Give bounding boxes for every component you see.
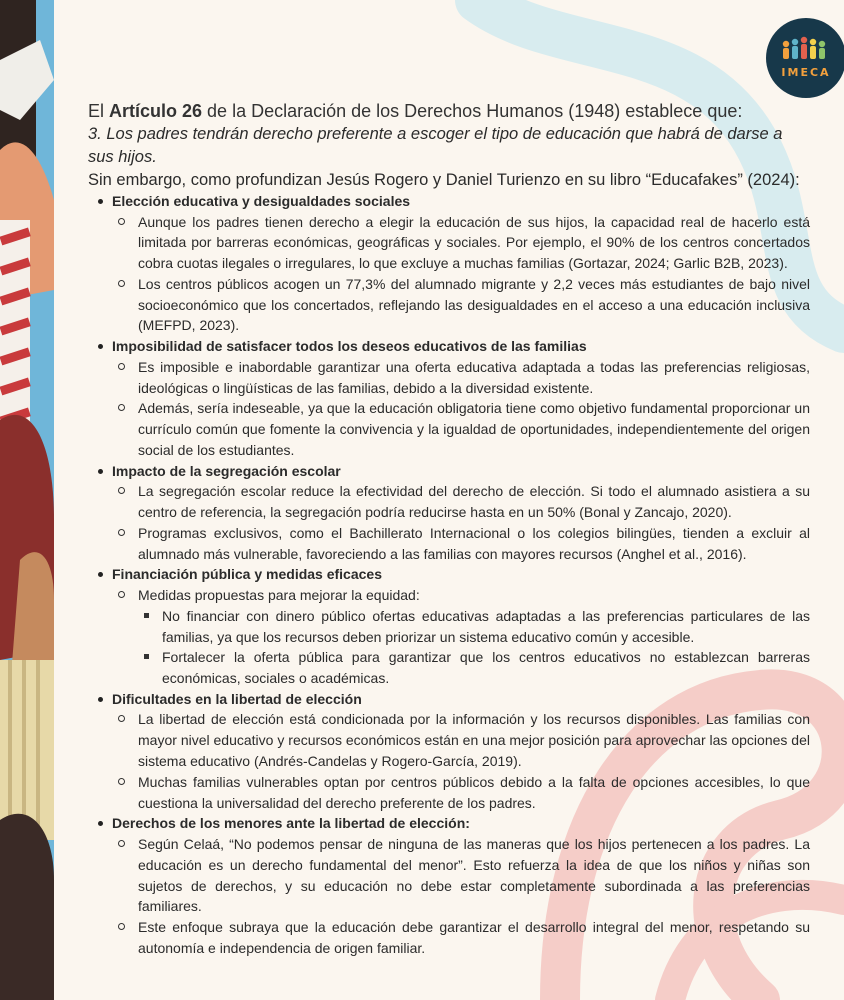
intro-heading: El Artículo 26 de la Declaración de los Derechos Humanos (1948) establece que: [88, 101, 743, 121]
section-title: Impacto de la segregación escolar [112, 462, 341, 479]
section-item [88, 689, 810, 813]
sub-list-item: Fortalecer la oferta pública para garantizar que los centros educativos no establezcan barreras económicas, sociales o académicas. [138, 647, 810, 689]
logo-text: IMECA [781, 66, 831, 79]
list-item: Aunque los padres tienen derecho a elegir la educación de sus hijos, la capacidad real de hacerlo está limitada por barreras económicas, geográficas y sociales. Por ejemplo, el 90% de los centros concertados cobra cuotas ilegales o irregulares, lo que excluye a muchas familias (Gortazar, 2024; Garlic B2B, 2023). [112, 212, 810, 274]
section-title: Financiación pública y medidas eficaces [112, 566, 382, 583]
list-item: La libertad de elección está condicionada por la información y los recursos disponibles. Las familias con mayor nivel educativo y recursos económicos están en una mejor posición para aprovechar las opciones del sistema educativo (Andrés-Candelas y Rogero-García, 2019). [112, 709, 810, 771]
section-item [88, 461, 810, 565]
list-item [112, 585, 810, 689]
section-title: Derechos de los menores ante la libertad de elección: [112, 815, 470, 832]
section-item [88, 336, 810, 460]
section-item [88, 191, 810, 336]
key-points-list [88, 191, 810, 959]
list-item: Además, sería indeseable, ya que la educación obligatoria tiene como objetivo fundamental proporcionar un currículo común que fomente la convivencia y la igualdad de oportunidades, independientemente del origen social de los estudiantes. [112, 398, 810, 460]
list-item: Es imposible e inabordable garantizar una oferta educativa adaptada a todas las preferencias religiosas, ideológicas o lingüísticas de las familias, debido a la diversidad existente. [112, 357, 810, 399]
intro-lead: Sin embargo, como profundizan Jesús Rogero y Daniel Turienzo en su libro “Educafakes” (2024): [88, 171, 800, 189]
list-item: Este enfoque subraya que la educación debe garantizar el desarrollo integral del menor, respetando su autonomía e independencia de origen familiar. [112, 917, 810, 959]
article-reference: Artículo 26 [109, 101, 203, 121]
section-title: Dificultades en la libertad de elección [112, 690, 362, 707]
section-item [88, 564, 810, 688]
people-group-icon [766, 18, 844, 68]
section-item [88, 813, 810, 958]
list-item: Los centros públicos acogen un 77,3% del alumnado migrante y 2,2 veces más estudiantes de bajo nivel socioeconómico que los concertados, reflejando las desigualdades en el acceso a una educación inclusiva (MEFPD, 2023). [112, 274, 810, 336]
list-item: Programas exclusivos, como el Bachillerato Internacional o los colegios bilingües, tienden a excluir al alumnado más vulnerable, favoreciendo a las familias con mayores recursos (Anghel et al., 2016). [112, 523, 810, 565]
article-content [88, 100, 810, 959]
list-item: Muchas familias vulnerables optan por centros públicos debido a la falta de opciones accesibles, lo que cuestiona la universalidad del derecho preferente de los padres. [112, 772, 810, 814]
imeca-logo [766, 18, 844, 98]
list-item: La segregación escolar reduce la efectividad del derecho de elección. Si todo el alumnado asistiera a su centro de referencia, la segregación podría reducirse hasta en un 50% (Bonal y Zancajo, 2020). [112, 481, 810, 523]
article-quote: 3. Los padres tendrán derecho preferente a escoger el tipo de educación que habrá de darse a sus hijos. [88, 125, 783, 166]
section-title: Imposibilidad de satisfacer todos los deseos educativos de las familias [112, 338, 587, 355]
list-item: Según Celaá, “No podemos pensar de ninguna de las maneras que los hijos pertenecen a los padres. La educación es un derecho fundamental del menor”. Esto refuerza la idea de que los niños y niñas son sujetos de derechos, y su educación no debe estar completamente subordinada a las preferencias familiares. [112, 834, 810, 917]
section-title: Elección educativa y desigualdades sociales [112, 193, 411, 209]
sub-intro: Medidas propuestas para mejorar la equidad: [138, 586, 420, 603]
sub-list-item: No financiar con dinero público ofertas educativas adaptadas a las preferencias particulares de las familias, ya que los recursos deben priorizar un sistema educativo común y accesible. [138, 606, 810, 648]
hands-illustration [0, 0, 54, 1000]
